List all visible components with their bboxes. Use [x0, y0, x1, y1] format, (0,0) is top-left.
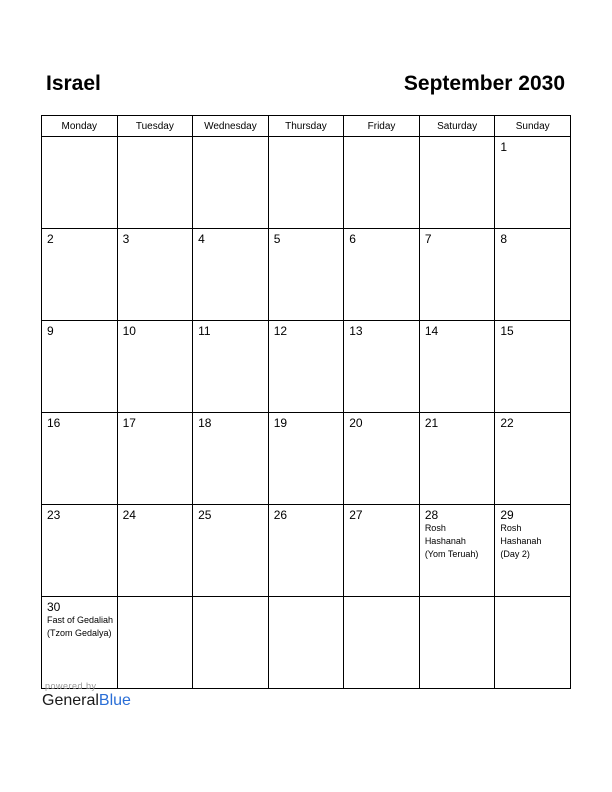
day-cell	[117, 137, 193, 229]
day-cell	[495, 137, 571, 229]
day-cell	[42, 597, 118, 689]
day-number: 7	[424, 232, 432, 246]
weekday-header: Friday	[344, 116, 420, 137]
day-cell	[117, 413, 193, 505]
weekday-header: Wednesday	[193, 116, 269, 137]
holiday-event-line: (Day 2)	[500, 549, 530, 559]
day-cell	[42, 413, 118, 505]
day-cell	[419, 505, 495, 597]
month-year-title: September 2030	[403, 72, 565, 95]
day-cell	[193, 413, 269, 505]
day-cell	[419, 229, 495, 321]
day-cell	[42, 505, 118, 597]
holiday-event-line: Rosh	[424, 523, 446, 533]
calendar-grid	[41, 115, 571, 689]
day-number: 2	[47, 232, 54, 246]
holiday-event-line: Rosh	[500, 523, 522, 533]
day-number: 10	[122, 324, 136, 338]
day-number: 6	[349, 232, 356, 246]
day-number: 21	[424, 416, 439, 430]
day-number: 1	[500, 140, 508, 154]
day-cell	[193, 229, 269, 321]
day-cell	[495, 413, 571, 505]
calendar-week-row	[42, 229, 571, 321]
day-number: 5	[273, 232, 281, 246]
brand-name-part1: General	[42, 692, 99, 709]
day-number: 18	[198, 416, 212, 430]
holiday-event-line: (Yom Teruah)	[424, 549, 479, 559]
day-number: 19	[273, 416, 288, 430]
day-cell	[419, 321, 495, 413]
calendar-week-row	[42, 137, 571, 229]
holiday-event-line: Hashanah	[424, 536, 466, 546]
day-number: 29	[500, 508, 514, 522]
day-cell	[193, 321, 269, 413]
day-number: 12	[273, 324, 288, 338]
weekday-header: Sunday	[495, 116, 571, 137]
day-number: 16	[47, 416, 61, 430]
calendar-week-row	[42, 321, 571, 413]
day-number: 11	[198, 324, 211, 338]
day-number: 27	[349, 508, 363, 522]
powered-by-label: powered by	[45, 681, 97, 691]
day-number: 28	[424, 508, 439, 522]
weekday-header-row	[42, 116, 571, 137]
day-cell	[268, 505, 344, 597]
day-cell	[419, 137, 495, 229]
day-cell	[344, 413, 420, 505]
day-cell	[193, 137, 269, 229]
day-cell	[117, 321, 193, 413]
day-cell	[344, 505, 420, 597]
weekday-header: Saturday	[419, 116, 495, 137]
day-number: 22	[500, 416, 514, 430]
day-cell	[495, 505, 571, 597]
day-cell	[344, 321, 420, 413]
day-number: 26	[273, 508, 288, 522]
holiday-event-line: Fast of Gedaliah	[47, 615, 114, 625]
day-number: 20	[349, 416, 363, 430]
brand-name-part2: Blue	[98, 692, 131, 709]
day-cell	[193, 505, 269, 597]
day-cell	[268, 597, 344, 689]
calendar-week-row	[42, 413, 571, 505]
country-title: Israel	[46, 72, 101, 95]
day-cell	[268, 229, 344, 321]
day-number: 15	[500, 324, 514, 338]
day-cell	[117, 505, 193, 597]
weekday-header: Thursday	[268, 116, 344, 137]
day-cell	[268, 413, 344, 505]
day-cell	[117, 229, 193, 321]
calendar-week-row	[42, 505, 571, 597]
day-cell	[42, 229, 118, 321]
calendar-week-row	[42, 597, 571, 689]
brand-logo	[42, 692, 131, 710]
day-cell	[419, 413, 495, 505]
weekday-header: Monday	[42, 116, 118, 137]
day-number: 3	[122, 232, 130, 246]
holiday-event-line: Hashanah	[500, 536, 542, 546]
day-number: 25	[198, 508, 212, 522]
day-cell	[344, 597, 420, 689]
day-number: 23	[47, 508, 61, 522]
day-number: 4	[198, 232, 205, 246]
day-cell	[117, 597, 193, 689]
day-number: 9	[47, 324, 54, 338]
day-number: 30	[47, 600, 61, 614]
day-cell	[495, 321, 571, 413]
day-cell	[268, 321, 344, 413]
day-cell	[42, 321, 118, 413]
holiday-event-line: (Tzom Gedalya)	[47, 628, 112, 638]
calendar-body	[42, 137, 571, 689]
day-cell	[268, 137, 344, 229]
weekday-header: Tuesday	[117, 116, 193, 137]
day-number: 13	[349, 324, 363, 338]
footer-branding	[42, 681, 131, 710]
day-number: 17	[122, 416, 136, 430]
day-cell	[344, 229, 420, 321]
day-cell	[193, 597, 269, 689]
day-cell	[344, 137, 420, 229]
day-cell	[495, 229, 571, 321]
day-cell	[419, 597, 495, 689]
day-cell	[42, 137, 118, 229]
day-number: 14	[424, 324, 439, 338]
day-number: 24	[122, 508, 136, 522]
day-number: 8	[500, 232, 508, 246]
day-cell	[495, 597, 571, 689]
